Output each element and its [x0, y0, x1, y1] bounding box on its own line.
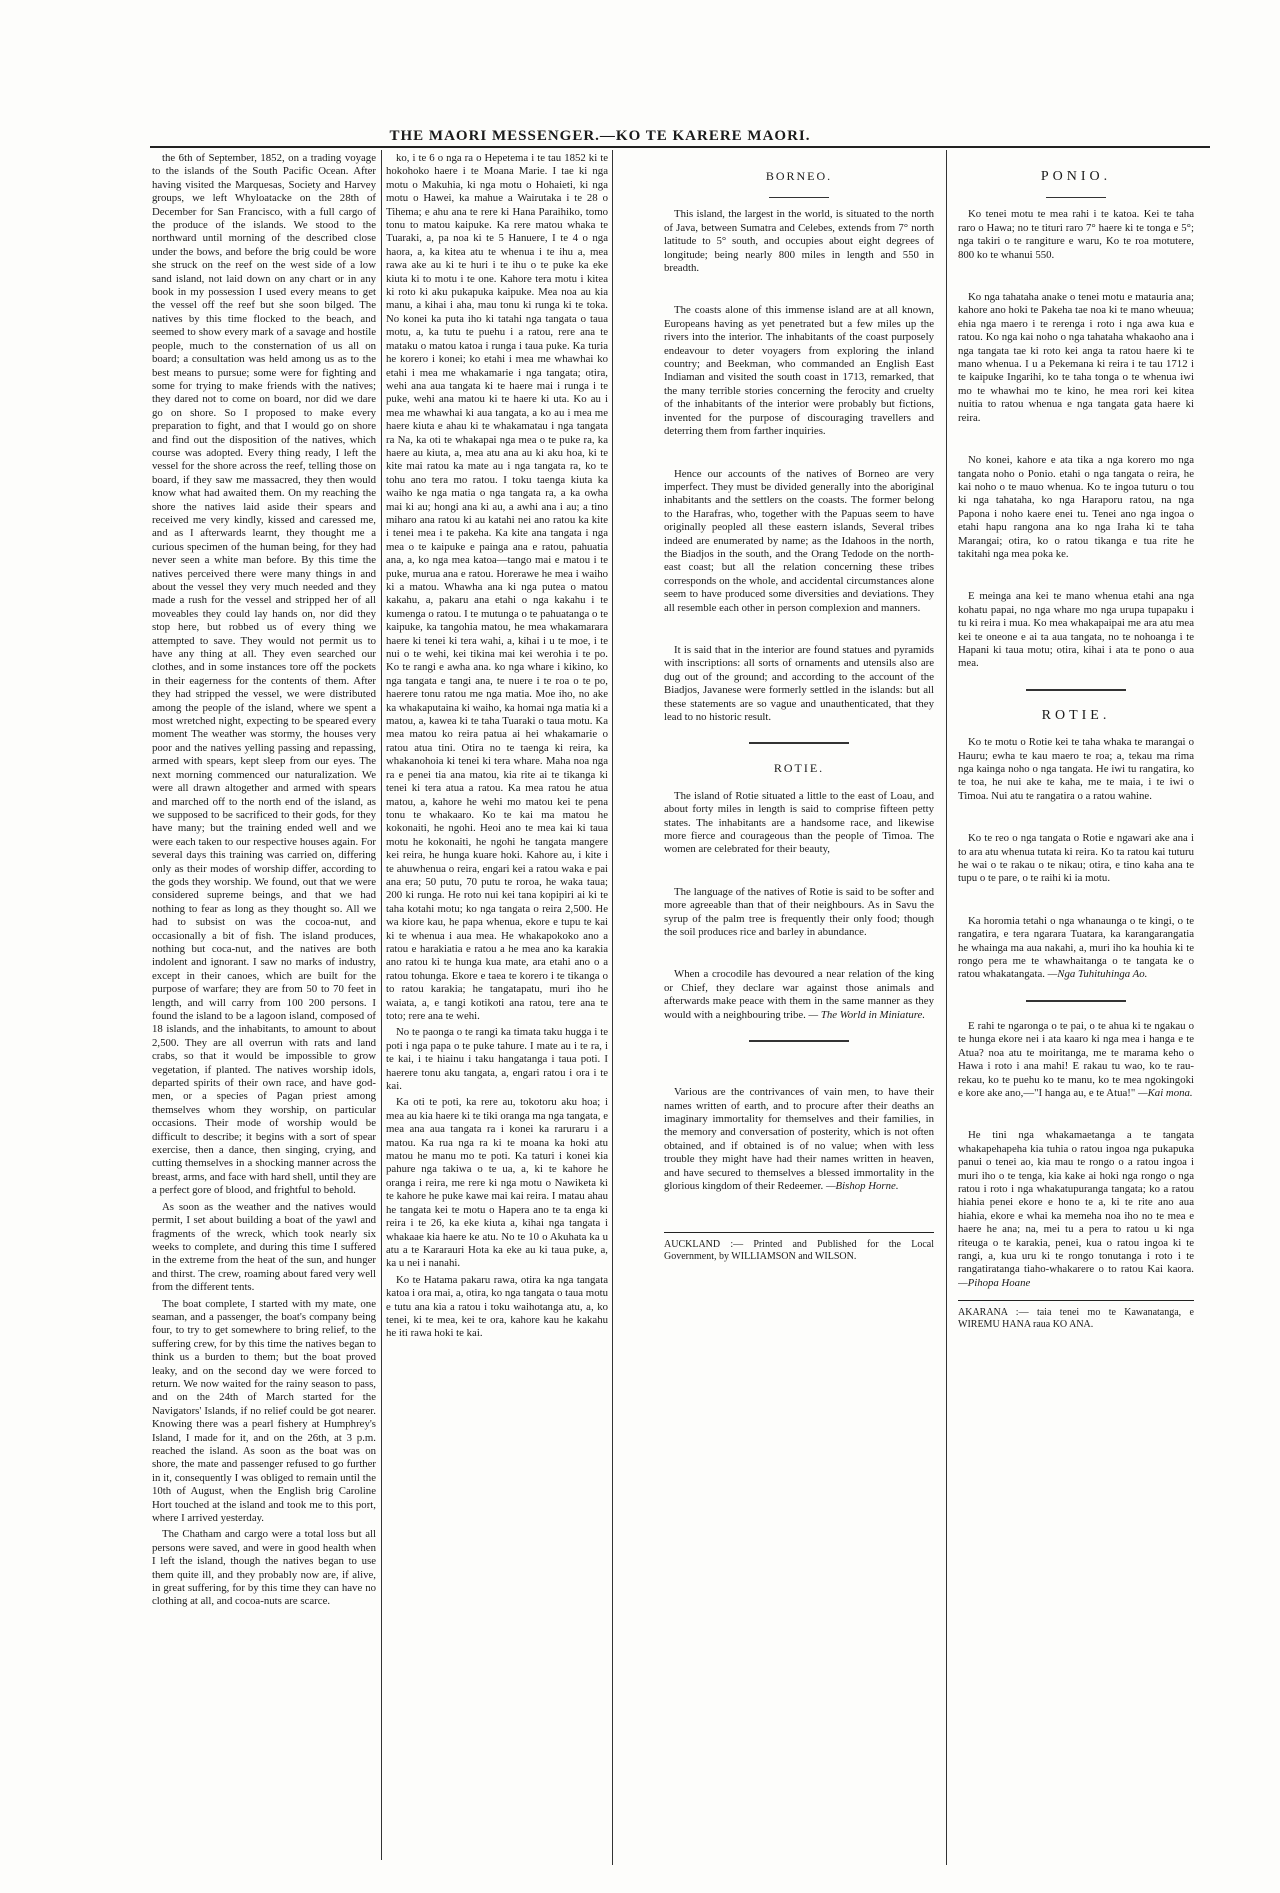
header-rule [150, 146, 1210, 148]
paragraph: As soon as the weather and the natives would permit, I set about building a boat of the yawl and fragments of the wreck, which took nearly six weeks to complete, and during this time I suffered in the extreme from the heat of the sun, and hunger and thirst. The crew, roaming about fared very well from the different tents. [152, 1200, 376, 1294]
paragraph-text: When a crocodile has devoured a near relation of the king or Chief, they declare war against those animals and afterwards make peace with them in the same manner as they would with a neighbouring tribe. [664, 968, 934, 1021]
paragraph: the 6th of September, 1852, on a trading voyage to the islands of the South Pacific Ocean. After having visited the Marquesas, Society and Harvey groups, we left Whyloatacke on the 28th of December for San Francisco, with a full cargo of the produce of the islands. We stood to the northward until morning of the described close under the bows, and before the brig could be wore she struck on the reef on the west side of a low sand island, not laid down on any chart or in any book in my possession I used every means to get the vessel off the reef but she soon bilged. The natives by this time flocked to the beach, and seemed to show every mark of a savage and hostile people, much to the consternation of us all on board; a consultation was held among us as to the best means to pursue; some were for fighting and some for trying to make friends with the natives; they dared not to come on board, nor did we dare go on shore. So I proposed to make every preparation to fight, and that I would go on shore and find out the disposition of the natives, which course was adopted. Every thing ready, I left the vessel for the shore across the reef, telling those on board, if they saw me massacred, they then would know what had awaited them. On my reaching the shore the natives laid aside their spears and received me very kindly, kissed and caressed me, and as I afterwards learnt, they thought me a curious specimen of the human being, for they had never seen a white man before. By this time the natives perceived there were many things in and about the vessel they very much needed and they made a rush for the vessel and stripped her of all moveables they could lay hands on, nor did they stop here, but robbed us of every thing we attempted to save. They would not permit us to have any thing at all. They even searched our clothes, and in some instances tore off the pockets in their eagerness for the contents of them. After they had stripped the vessel, we were distributed among the people of the island, where we spent a most wretched night, expecting to be speared every moment The weather was stormy, the houses very poor and the natives yelling passing and repassing, armed with spears, kept sleep from our eyes. The next morning commenced our naturalization. We were all drawn altogether and armed with spears and marched off to the north end of the island, as we supposed to be sacrificed to their gods, for they have many; but the training ended well and we were each taken to our respective houses again. For several days this training was carried on, differing only as their modes of worship differ, according to the gods they worship. We found, out that we were considered supreme beings, and that we had nothing to fear as long as they thought so. All we had to subsist on was the cocoa-nut, and occasionally a bit of fish. The island produces, nothing but coca-nut, and the natives are both indolent and ignorant. I saw no marks of industry, except in their canoes, which are built for the purpose of warfare; they are from 50 to 70 feet in length, and will carry from 100 200 persons. I found the island to be a lagoon island, composed of 18 islands, and the inhabitants, to amount to about 2,500. They are all overrun with rats and land crabs, so that it would be impossible to grow vegetation, if planted. The natives worship idols, departed spirits of their own race, and have god-men, or a species of Pagan priest among themselves whom they worship, on particular occasions. Their mode of worship would be difficult to describe; it begins with a sort of spear exercise, then a dance, then singing, crying, and cutting themselves in a shocking manner across the breast, arms, and face with hard shell, until they are a perfect gore of blood, and frightful to behold. [152, 152, 376, 1197]
paragraph: The coasts alone of this immense island are at all known, Europeans having as yet penetrated but a few miles up the rivers into the interior. The inhabitants of the coast purposely endeavour to deter voyagers from exploring the inland country; and Beekman, who commanded an English East Indiaman and visited the south coast in 1713, remarked, that the many terrible stories concerning the ferocity and cruelty of the inhabitants of the interior were probably but fictions, invented for the purpose of discouraging travellers and deterring them from farther inquiries. [664, 304, 934, 438]
source-attribution: —Kai mona. [1138, 1086, 1193, 1099]
paragraph: ko, i te 6 o nga ra o Hepetema i te tau 1852 ki te hokohoko haere i te Moana Marie. I tae ki nga motu o Makuhia, ki nga motu o Hohaieti, ki nga motu o Hawei, ka mahue a Wairutaka i te 28 o Tihema; e ahu ana te rere ki Hana Paraihiko, tomo tonu to matou kaipuke. Ka rere matou whaka te Tuaraki, a, pa noa ki te 5 Hanuere, I te 4 o nga haora, a, ka kitea atu te whenua i te ihu a, mea rawa ake au ki te huri i te ihu o te puke ka eke kiuta ki to motu i te one. Kahore tera motu i kitea ki roto ki aku pukapuka kaipuke. Mea noa au kia manu, a kihai i aha, mau tonu ki runga ki te toka. No konei ka puta iho ki tatahi nga tangata o taua motu, a, ka tutu te puehu i a ratou, rere ana te mataku o matou katoa i runga i taua puke. Ka turia he korero i konei; ko etahi i mea me whawhai ko etahi i mea me whakamarie i nga tangata; otira, wehi ana aua tangata ki te haere mai i runga i te puke, wehi ana matou ki te haere ki uta. Ko au i mea me whawhai ki aua tangata, a ko au i mea me haere kiuta e ahau ki te whakamatau i nga tangata ra Na, ka oti te whakapai nga mea o te puke ra, ka haere au kiuta, a, mea atu ana au ki aku hoa, ki te kite mai ratou ka mate au i nga tangata ra, ko te tohu ano tera mo ratou. I toku taenga kiuta ka waiho ke nga matia o nga tangata ra, a ka owha mai ki au; hongi ana ki au, a awhi ana i au; a tino miharo ana ratou ki au katahi nei ano ratou ka kite i tenei mea i te pakeha. Ka kite ana tangata i nga mea o te kaipuke e painga ana e ratou, pahuatia ana, a, ko nga mea katoa—tango mai e matou i te puke, murua ana e ratou. Horerawe he mea i waiho ki a matou. Whawha ana ki nga putea o matou kakahu, a, pakaru ana etahi o nga kakahu i te kumenga o ratou. I te mutunga o te pahuatanga o te kaipuke, ka tangohia matou, he mea whakamarara haere ki tenei ki tera wahi, a, kihai i u te moe, i te nui o te wehi, kei tikina mai kei werohia i te po. Ko te rangi e awha ana. ko nga whare i kikino, ko nga tangata e tangi ana, te nuere i te roa o te po, haerere tonu ratou me nga matia. Moe iho, no ake ka whakaputaina ki waiho, ka homai nga matia ki a matou, a, kawea ki te taha Tuaraki o taua motu. Ka mea matou ko reira patua ai hei whakamarie o ratou atua tini. Otira no te taenga ki reira, ka whakanohoia ki tenei ki tera whare. Maha noa nga ra e penei tia ana matou, kia rite ai te tikanga ki tenei ki tera atua a ratou. Ka mea ratou he atua matou, a, kahore he wehi mo matou kei te pena tonu te whakaaro. Ko te kai ma matou he kokonaiti, he ngohi. Heoi ano te mea kai ki taua motu he kokonaiti, he ngohi he tangata mangere kei reira, he hunga kuare hoki. Kahore au, i kite i te ahuwhenua o reira, engari kei a ratou waka e pai ana era; 50 putu, 70 putu te roroa, he waka taua; 200 ki runga. He roto nui kei tana kopipiri ai ki te taha kotahi motu; ko nga tangata o reira 2,500. He wa kiore kau, he papa whenua, ekore e tupu te kai ki te whenua i aua mea. He whakapokoko ano a ratou e harakiatia e ratou a he mea ano ka karakia ano ratou ki te hunga kua mate, ara etahi ano o a ratou tohunga. Ekore e taea te korero i te tikanga o to ratou karakia; he tangatapatu, muri iho he waiata, a, e tangi kotikoti ana ratou, tere ana te toto; rere ana te wehi. [386, 152, 608, 1022]
rotie-title: ROTIE. [773, 761, 825, 776]
column-maori-narrative [386, 152, 608, 1852]
paragraph-text: Ka horomia tetahi o nga whanaunga o te kingi, o te rangatira, e tera ngarara Tuatara, ka karangarangatia he whainga ma aua nakahi, a, muri iho ka houhia ki te rongo pera me te whawhaitanga o te tangata ke o ratou whakatangata. [958, 914, 1194, 981]
paragraph: Ko te motu o Rotie kei te taha whaka te marangai o Hauru; ewha te kau maero te roa; a, tekau ma rima nga kainga noho o nga tangata. He iwi tu rangatira, ko te toa, he nui ake te kaha, me te maia, i te iwi o Timoa. Nui atu te rangatira o a ratou wahine. [958, 736, 1194, 802]
paragraph [664, 1086, 934, 1193]
source-attribution: — The World in Miniature. [808, 1008, 926, 1021]
footer-rule [958, 1300, 1194, 1301]
paragraph: The Chatham and cargo were a total loss but all persons were saved, and were in good health when I left the island, though the natives began to use them quite ill, and they probably now are, if alive, in great suffering, for by this time they can have no clothing at all, and cocoa-nuts are scarce. [152, 1528, 376, 1608]
column-english-narrative [152, 152, 376, 1852]
paragraph: No te paonga o te rangi ka timata taku hugga i te poti i nga papa o te puke tahure. I mate au i te ra, i te kai, i te hiainu i taku hangatanga i taua poti. I haerere tonu aku tangata, a, engari ratou i ora i te kai. [386, 1026, 608, 1093]
divider [769, 197, 829, 198]
paragraph: Ko te Hatama pakaru rawa, otira ka nga tangata katoa i ora mai, a, otira, ko nga tangata o taua motu e tutu ana kia a ratou i toku waihotanga atu, a, ko tenei, ki te mea, kei te ora, kahore kau he kakahu he iti rawa hoki te kai. [386, 1273, 608, 1340]
column-divider [612, 150, 613, 1865]
column-english-articles [664, 152, 934, 1862]
rotie-title-maori: ROTIE. [1041, 707, 1111, 723]
paragraph [958, 1020, 1194, 1100]
column-divider [946, 150, 947, 1865]
paragraph: Ko nga tahataha anake o tenei motu e matauria ana; kahore ano hoki te Pakeha tae noa ki te mano wheuua; ehia nga maero i te rerenga i roto i nga awa kua e ratou. Ko nga kai noho o nga tahataha whakaoho ana i nga tangata tae ki roto kei anga ta ratou haere ki te mano whenua. I u a Pekemana ki reira i te tau 1712 i te kaipuke Ingarihi, ko te taha tonga o te whenua iwi mo te whawhai mo te kino, he mea rori kei kitea nuitia to ratou whenua e nga tangata gata haere ki reira. [958, 291, 1194, 424]
source-attribution: —Pihopa Hoane [958, 1276, 1031, 1289]
section-divider [749, 742, 849, 744]
paragraph: The language of the natives of Rotie is said to be softer and more agreeable than that of their neighbours. As in Savu the syrup of the palm tree is frequently their only food; though the soil produces rice and barley in abundance. [664, 885, 934, 939]
source-attribution: —Nga Tuhituhinga Ao. [1047, 968, 1148, 981]
column-maori-articles [958, 152, 1194, 1862]
page-header: THE MAORI MESSENGER.—KO TE KARERE MAORI. [389, 128, 811, 144]
paragraph: Ka oti te poti, ka rere au, tokotoru aku hoa; i mea au kia haere ki te tiki oranga ma nga tangata, e mea ana aua tangata ra i konei ka raruraru i a matou. Ka rua nga ra ki te moana ka hoki atu matou he manu mo te poti. Ka taturi i konei kia pahure nga takiwa o te ua, a, ki te kahore he oranga i reira, me rere ki nga motu o Nawiketa ki te kahore he puke kawe mai kai reira. I matau ahau he tangata kei te motu o Hapera ano te ta enga ki reira i te 26, ka eke kiuta a, kihai nga tangata i whakaae kia haere ke atu. No te 10 o Akuhata ka u atu a te Kararauri Hota ka eke au ki taua puke, a, ka u nei i nanahi. [386, 1096, 608, 1270]
borneo-title: BORNEO. [765, 169, 833, 183]
paragraph [664, 968, 934, 1022]
column-divider [381, 150, 382, 1860]
section-divider [749, 1040, 849, 1042]
section-divider [1026, 689, 1126, 691]
paragraph: Ko tenei motu te mea rahi i te katoa. Kei te taha raro o Hawa; no te tituri raro 7° haere ki te tonga e 5°; nga takiri o te rangiture e waru, Ko te roa motutere, 800 ko te whanui 550. [958, 208, 1194, 261]
paragraph: It is said that in the interior are found statues and pyramids with inscriptions: all sorts of ornaments and utensils also are dug out of the ground; and according to the account of the Biadjos, Javanese were formerly settled in the islands: but all these statements are so vague and unauthenticated, that they lead to no historic result. [664, 643, 934, 723]
paragraph: This island, the largest in the world, is situated to the north of Java, between Sumatra and Celebes, extends from 7° north latitude to 5° south, and occupies about eight degrees of longitude; being nearly 800 miles in length and 550 in breadth. [664, 208, 934, 275]
paragraph: E meinga ana kei te mano whenua etahi ana nga kohatu papai, no nga whare mo nga urupa tupapaku i tu ki reira i mua. Ko mea whakapaipai me ara atu mea kei te oneone e ai ta aua tangata, no te nohoanga i te Hapani ki taua motu; otira, kihai i ata te pono o aua mea. [958, 590, 1194, 670]
ponio-title: PONIO. [1040, 169, 1112, 184]
divider [1046, 197, 1106, 198]
footer-rule [664, 1232, 934, 1233]
paragraph-text: Various are the contrivances of vain men, to have their names written of earth, and to procure after their deaths an imaginary immortality for themselves and their families, in the memory and conversation of posterity, which is not often obtained, and if obtained is of no value; when with less trouble they might have had their names written in heaven, and have secured to themselves a blessed immortality in the glorious kingdom of their Redeemer. [664, 1086, 934, 1192]
paragraph-text: He tini nga whakamaetanga a te tangata whakapehapeha kia tuhia o ratou ingoa nga pukapuka panui o tenei ao, kia mau te rongo o a ratou ingoa i muri iho o te tenga, kia kake ai hoki nga rongo o nga ratou i roto i nga whakatupuranga tangata; ko a ratou hiahia penei ekore e hono te a, ki te rite ano aua hiahia, ekore e whai ka memeha noa iho no te mea e haere he ana; na, mei tu a pera to ratou u ki nga riteuga o te karakia, penei, kua o ratou ingoa ki te rangi, a, kua uru ki te rongo tonutanga i roto i te rangatiratanga tiaho-whakarere o to ratou Kai kaora. [958, 1129, 1194, 1276]
section-divider [1026, 1000, 1126, 1002]
paragraph-text: E rahi te ngaronga o te pai, o te ahua ki te ngakau o te hunga ekore nei i ata kaaro ki nga mea i hanga e te Atua? noa atu te moiritanga, me te marama keho o Hawa i roto i ana mahi! E rakau tu wao, ko te rau-rekau, ko te puehu ko te manu, ko te mea ngokingoki e kore ake ano,—"I hanga au, e te Atua!" [958, 1019, 1194, 1099]
paragraph [958, 1129, 1194, 1290]
paragraph: The boat complete, I started with my mate, one seaman, and a passenger, the boat's company being four, to try to get somewhere to bring relief, to the suffering crew, for by this time the natives began to think us a burden to them; but the boat proved leaky, and on the second day we were forced to return. We now waited for the rainy season to pass, and on the 24th of March started for the Navigators' Islands, if no relief could be got nearer. Knowing there was a pearl fishery at Humphrey's Island, I made for it, and on the 26th, at 3 p.m. reached the island. As soon as the boat was on shore, the mate and passenger refused to go further in it, consequently I was obliged to remain until the 10th of August, when the English brig Caroline Hort touched at the island and took me to this port, where I arrived yesterday. [152, 1297, 376, 1525]
paragraph [958, 915, 1194, 982]
imprint-maori: AKARANA :— taia tenei mo te Kawanatanga, e WIREMU HANA raua KO ANA. [958, 1307, 1194, 1331]
source-attribution: —Bishop Horne. [825, 1179, 899, 1192]
paragraph: Ko te reo o nga tangata o Rotie e ngawari ake ana i to ara atu whenua tutata ki reira. Ko ta ratou kai tuturu he wai o te rakau o te nikau; otira, e tino kaha ana te tupu o te pare, o te raihi ki ia motu. [958, 832, 1194, 885]
paragraph: The island of Rotie situated a little to the east of Loau, and about forty miles in length is said to comprise fifteen petty states. The inhabitants are a handsome race, and likewise more fierce and courageous than the people of Timoa. The women are celebrated for their beauty, [664, 789, 934, 856]
imprint-english: AUCKLAND :— Printed and Published for the Local Government, by WILLIAMSON and WILSON. [664, 1239, 934, 1263]
paragraph: Hence our accounts of the natives of Borneo are very imperfect. They must be divided generally into the aboriginal inhabitants and the settlers on the coasts. The former belong to the Harafras, who, together with the Papuas seem to have originally peopled all these eastern islands, Several tribes indeed are enumerated by name; as the Idahoos in the north, the Biadjos in the south, and the Orang Tedode on the north-east coast; but all the relation concerning these tribes corresponds on the whole, and accidental circumstances alone seem to have produced some diversities and deviations. They all resemble each other in person complexion and manners. [664, 467, 934, 614]
paragraph: No konei, kahore e ata tika a nga korero mo nga tangata noho o Ponio. etahi o nga tangata o reira, he kai noho o te mauo whenua. Ko te ingoa tuturu o tou ki nga tahataha, ko nga Haraporu ratou, na nga Papona i noho kaere enei tu. Tenei ano nga ingoa o etahi hapu rangona ana ko nga Iraha ki te taha Marangai; otira, ko o ratou tikanga e tua rite he takitahi nga mea poka ke. [958, 454, 1194, 560]
